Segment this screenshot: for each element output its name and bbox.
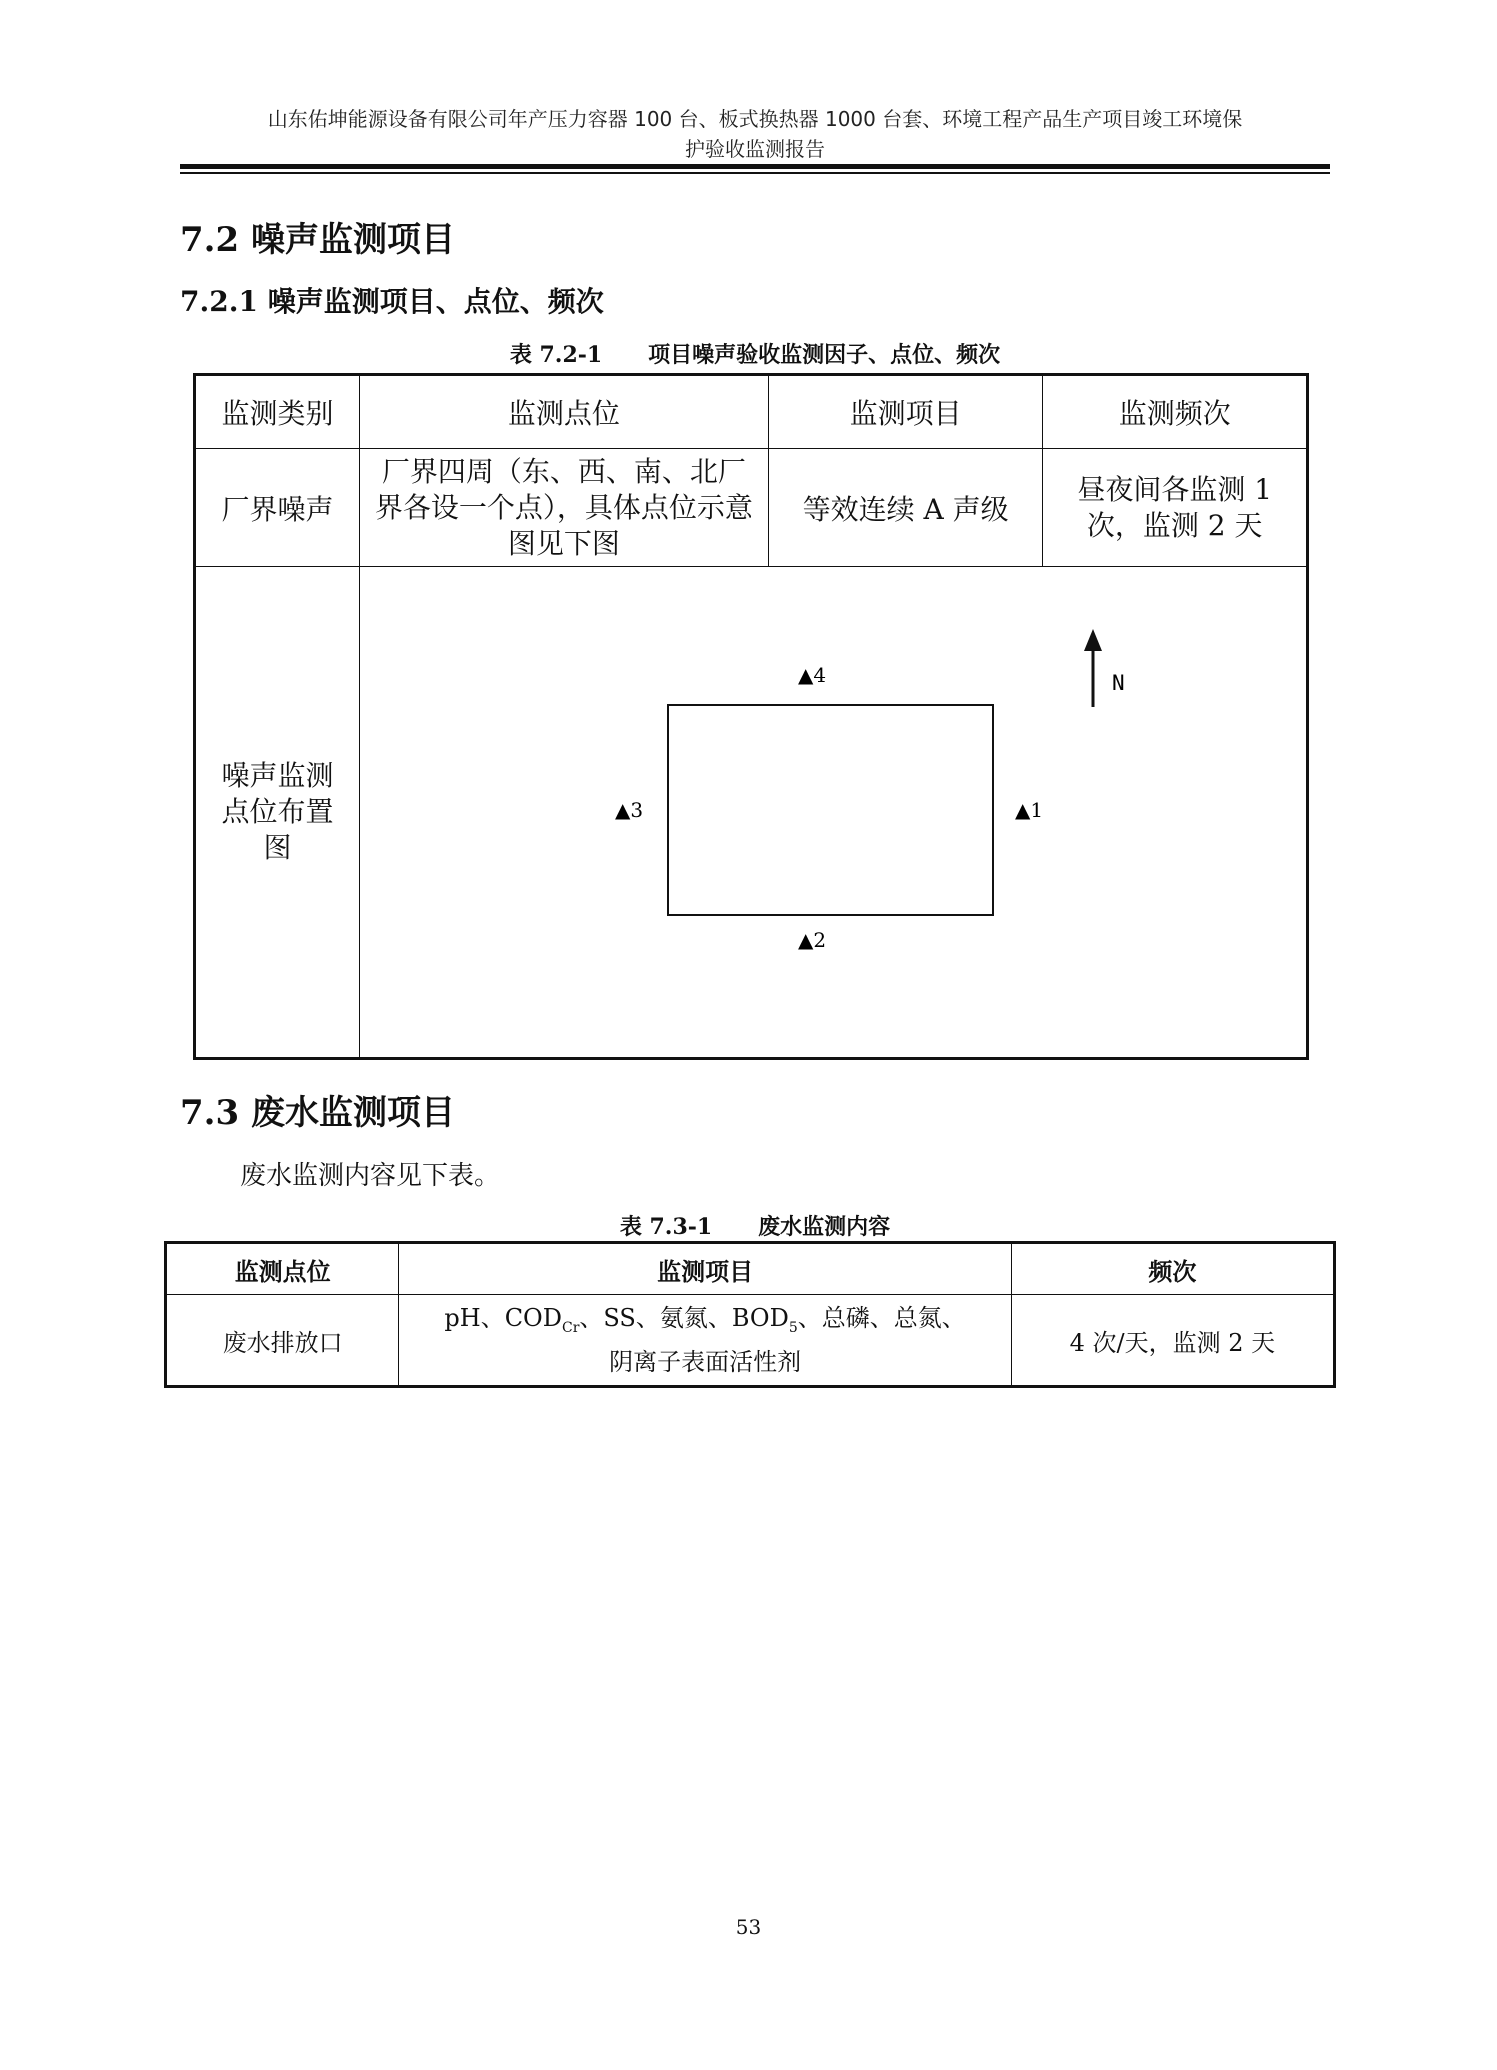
running-header-line-1: 山东佑坤能源设备有限公司年产压力容器 100 台、板式换热器 1000 台套、环境工程产品生产项目竣工环境保 bbox=[267, 107, 1243, 131]
factory-boundary bbox=[668, 705, 993, 915]
section-7-2-title: 7.2 噪声监测项目 bbox=[180, 220, 455, 260]
items-line-2: 阴离子表面活性剂 bbox=[609, 1347, 802, 1376]
monitoring-point-1: ▲1 bbox=[1015, 798, 1044, 822]
location-cell: 废水排放口 bbox=[166, 1295, 399, 1387]
header-rule-thin bbox=[180, 172, 1330, 174]
frequency-cell: 昼夜间各监测 1 次，监测 2 天 bbox=[1043, 449, 1308, 567]
noise-point-layout-diagram bbox=[360, 567, 1306, 1057]
monitoring-point-2: ▲2 bbox=[798, 928, 827, 952]
table-row bbox=[166, 1295, 1335, 1387]
section-7-3-title: 7.3 废水监测项目 bbox=[180, 1093, 455, 1133]
header-cell: 频次 bbox=[1011, 1243, 1334, 1295]
table-header-row bbox=[166, 1243, 1335, 1295]
location-cell: 厂界四周（东、西、南、北厂界各设一个点），具体点位示意图见下图 bbox=[360, 449, 769, 567]
section-7-2-1-title: 7.2.1 噪声监测项目、点位、频次 bbox=[180, 285, 604, 318]
section-7-3-intro: 废水监测内容见下表。 bbox=[240, 1161, 501, 1191]
north-arrow-icon bbox=[1084, 629, 1102, 651]
diagram-cell bbox=[360, 567, 1308, 1059]
header-cell: 监测项目 bbox=[768, 375, 1043, 449]
diagram-label-cell: 噪声监测点位布置图 bbox=[195, 567, 360, 1059]
items-cell bbox=[399, 1295, 1011, 1387]
header-rule-thick bbox=[180, 164, 1330, 169]
diagram-row bbox=[195, 567, 1308, 1059]
items-line-1: pH、$COD_{Cr}$、SS、氨氮、$BOD_5$、总磷、总氮、 bbox=[444, 1304, 966, 1336]
header-cell: 监测点位 bbox=[360, 375, 769, 449]
header-cell: 监测点位 bbox=[166, 1243, 399, 1295]
wastewater-monitoring-table bbox=[164, 1241, 1336, 1388]
noise-monitoring-table bbox=[193, 373, 1309, 1060]
table-row bbox=[195, 449, 1308, 567]
item-cell: 等效连续 A 声级 bbox=[768, 449, 1043, 567]
page-number: 53 bbox=[735, 1915, 762, 1939]
running-header bbox=[180, 104, 1330, 164]
header-cell: 监测类别 bbox=[195, 375, 360, 449]
table-7-3-1-caption: 表 7.3-1 废水监测内容 bbox=[619, 1214, 891, 1240]
header-cell: 监测频次 bbox=[1043, 375, 1308, 449]
category-cell: 厂界噪声 bbox=[195, 449, 360, 567]
frequency-cell: 4 次/天，监测 2 天 bbox=[1011, 1295, 1334, 1387]
monitoring-point-4: ▲4 bbox=[798, 663, 827, 687]
running-header-line-2: 护验收监测报告 bbox=[685, 137, 825, 161]
north-label: N bbox=[1112, 671, 1125, 695]
header-cell: 监测项目 bbox=[399, 1243, 1011, 1295]
monitoring-point-3: ▲3 bbox=[615, 798, 644, 822]
table-7-2-1-caption: 表 7.2-1 项目噪声验收监测因子、点位、频次 bbox=[509, 342, 1001, 368]
table-header-row bbox=[195, 375, 1308, 449]
